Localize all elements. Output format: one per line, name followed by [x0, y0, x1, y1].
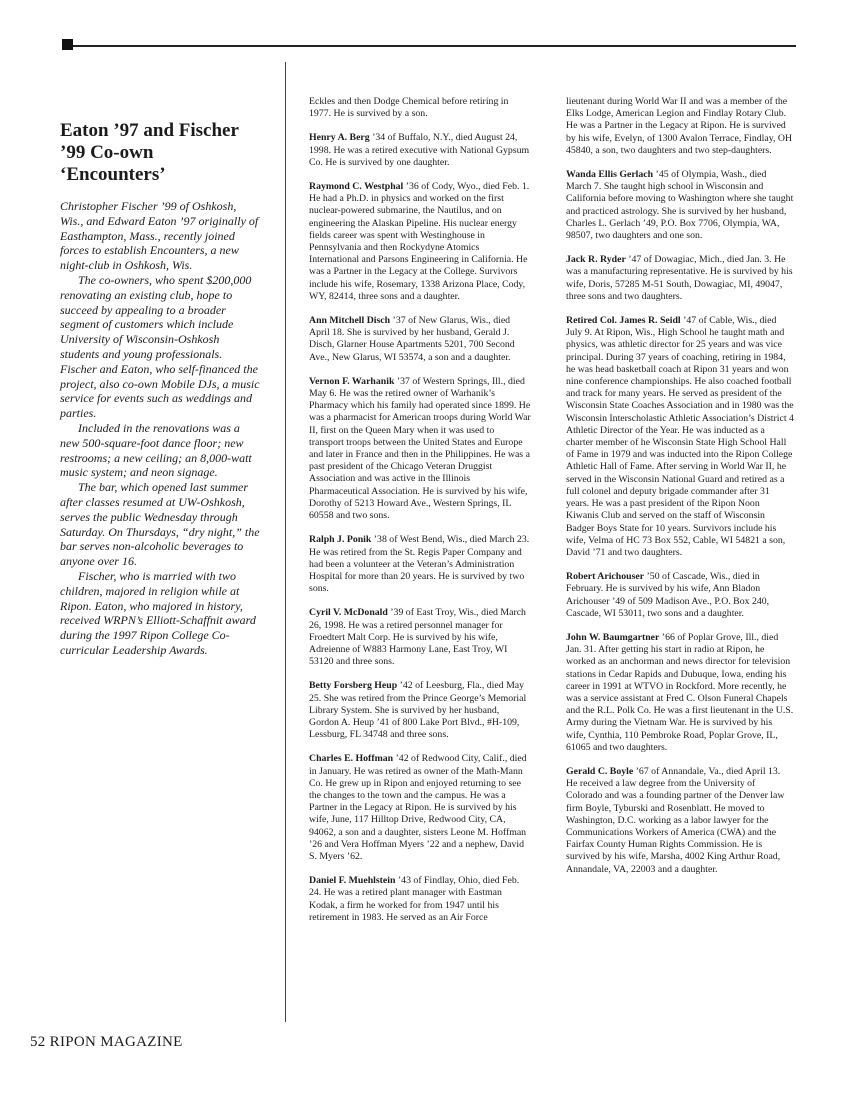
obituary-name: Ralph J. Ponik: [309, 534, 372, 546]
obituary-entry: [309, 875, 531, 924]
feature-sidebar: [60, 120, 260, 658]
obituary-entry: [309, 680, 531, 741]
obituary-name: Daniel F. Muehlstein: [309, 875, 396, 887]
obituary-entry: [309, 753, 531, 863]
feature-paragraph: Christopher Fischer ’99 of Oshkosh, Wis., and Edward Eaton ’97 originally of Easthampton, Mass., recently joined forces to establish Encounters, a new night-club in Oshkosh, Wis.: [60, 199, 259, 273]
obituary-name: Raymond C. Westphal: [309, 181, 404, 193]
feature-paragraph: The bar, which opened last summer after classes resumed at UW-Oshkosh, serves the public Wednesday through Saturday. On Thursdays, “dry night,” the bar serves non-alcoholic beverages to anyone over 16.: [60, 480, 260, 569]
obituary-text: ’34 of Buffalo, N.Y., died August 24, 1998. He was a retired executive with National Gypsum Co. He is survived by one daughter.: [309, 132, 530, 168]
obituary-entry: [566, 571, 794, 620]
obituary-continuation: lieutenant during World War II and was a member of the Elks Lodge, American Legion and Findlay Rotary Club. He was a Partner in the Legacy at Ripon. He is survived by his wife, Evelyn, of 1300 Avalon Terrace, Findlay, OH 45840, a son, two daughters and two step-daughters.: [566, 96, 793, 156]
obituary-name: Ann Mitchell Disch: [309, 315, 391, 327]
obituary-name: Henry A. Berg: [309, 132, 370, 144]
header-square-mark: [62, 39, 73, 50]
obituary-text: ’39 of East Troy, Wis., died March 26, 1998. He was a retired personnel manager for Froedtert Malt Corp. He is survived by his wife, Adreienne of W883 Harmony Lane, East Troy, WI 53120 and three sons.: [309, 607, 526, 668]
obituary-text: ’42 of Redwood City, Calif., died in January. He was retired as owner of the Math-Mann Co. He grew up in Ripon and enjoyed returning to see the changes to the town and the campus. He was a Partner in the Legacy at Ripon. He is survived by his wife, June, 117 Hilltop Drive, Redwood City, CA, 94062, a son and a daughter, sisters Leone M. Hoffman ’26 and Vera Hoffman Myers ’22 and a nephew, David S. Myers ’62.: [309, 753, 527, 862]
obituary-name: Gerald C. Boyle: [566, 765, 634, 777]
obituary-name: Vernon F. Warhanik: [309, 375, 395, 387]
obituary-name: Retired Col. James R. Seidl: [566, 315, 681, 327]
obituary-entry: [566, 315, 794, 559]
obituary-entry: [309, 534, 531, 595]
obituary-text: ’47 of Dowagiac, Mich., died Jan. 3. He was a manufacturing representative. He is survived by his wife, Doris, 57285 M-51 South, Dowagiac, MI, 49047, three sons and two daughters.: [566, 254, 793, 302]
obituary-name: Jack R. Ryder: [566, 254, 626, 266]
obituary-name: John W. Baumgartner: [566, 631, 660, 643]
obituary-name: Robert Arichouser: [566, 571, 645, 583]
obituary-text: ’37 of Western Springs, Ill., died May 6. He was the retired owner of Warhanik’s Pharmacy which his family had operated since 1899. He was a pharmacist for American troops during World War II, first on the Queen Mary when it was used to transport troops between the United States and Europe and later in France and then in the Philippines. He was a past president of the Chicago Veteran Druggist Association and was active in the Illinois Pharmaceutical Association. He is survived by his wife, Dorothy of 5213 Howard Ave., Western Springs, IL 60558 and two sons.: [309, 375, 531, 522]
feature-paragraph: Fischer, who is married with two children, majored in religion while at Ripon. Eaton, who majored in history, received WRPN’s Elliott-Schaffnit award during the 1997 Ripon College Co-curricular Leadership Awards.: [60, 568, 256, 657]
obituary-column-2: [566, 96, 794, 888]
obituary-column-1: [309, 96, 531, 936]
obituary-text: ’67 of Annandale, Va., died April 13. He received a law degree from the University of Colorado and was a founding partner of the Denver law firm Boyle, Tyburski and Rosenblatt. He moved to Washington, D.C. working as a labor lawyer for the Communications Workers of America (CWA) and the Fairfax County Human Rights Commission. He is survived by his wife, Marsha, 4002 King Arthur Road, Annandale, VA, 22003 and a daughter.: [566, 765, 785, 875]
obituary-entry: [309, 181, 531, 303]
obituary-name: Cyril V. McDonald: [309, 607, 388, 619]
feature-headline: Eaton ’97 and Fischer ’99 Co-own ‘Encounters’: [60, 120, 239, 185]
feature-paragraph: Included in the renovations was a new 500-square-foot dance floor; new restrooms; a new ceiling; an 8,000-watt music system; and neon signage.: [60, 420, 252, 480]
obituary-entry: [566, 766, 794, 876]
column-divider: [285, 62, 286, 1022]
obituary-entry: [309, 315, 531, 364]
obituary-text: ’45 of Olympia, Wash., died March 7. She taught high school in Wisconsin and California before moving to Washington where she taught and practiced astrology. She is survived by her husband, Charles L. Gerlach ’49, P.O. Box 7706, Olympia, WA, 98507, two daughters and one son.: [566, 169, 794, 242]
header-rule: [73, 45, 796, 47]
obituary-text: ’66 of Poplar Grove, Ill., died Jan. 31. After getting his start in radio at Ripon, he worked as an anchorman and news director for television stations in Cedar Rapids and Dubuque, Iowa, ending his career in 1991 at WTVO in Rockford. More recently, he was a service assistant at Fred C. Olson Funeral Chapels and the R.L. Polk Co. He was a first lieutenant in the U.S. Army during the Vietnam War. He is survived by his wife, Cynthia, 110 Pembroke Road, Poplar Grove, IL, 61065 and two daughters.: [566, 631, 794, 753]
obituary-text: ’50 of Cascade, Wis., died in February. He is survived by his wife, Ann Bladon Arichouser ’49 of 509 Madison Ave., P.O. Box 240, Cascade, WI 53011, two sons and a daughter.: [566, 571, 770, 619]
obituary-entry: [309, 607, 531, 668]
obituary-continuation: Eckles and then Dodge Chemical before retiring in 1977. He is survived by a son.: [309, 96, 509, 120]
obituary-name: Wanda Ellis Gerlach: [566, 169, 654, 181]
obituary-name: Charles E. Hoffman: [309, 753, 394, 765]
obituary-entry: [309, 376, 531, 522]
obituary-text: ’42 of Leesburg, Fla., died May 25. She was retired from the Prince George’s Memorial Library System. She is survived by her husband, Gordon A. Heup ’41 of 800 Lake Port Blvd., #H-109, Lessburg, FL 34748 and three sons.: [309, 680, 527, 741]
obituary-entry: [566, 254, 794, 303]
obituary-name: Betty Forsberg Heup: [309, 680, 398, 692]
feature-paragraph: The co-owners, who spent $200,000 renovating an existing club, hope to succeed by appealing to a broader segment of customers which include University of Wisconsin-Oshkosh students and young professionals. Fischer and Eaton, who self-financed the project, also co-own Mobile DJs, a music service for events such as weddings and parties.: [60, 272, 260, 421]
obituary-text: ’47 of Cable, Wis., died July 9. At Ripon, Wis., High School he taught math and physics, was athletic director for 25 years and was vice principal. During 37 years of coaching, retiring in 1984, he was head basketball coach at Ripon 31 years and won nine conference championships. He also coached football and track for many years. He served as president of the Wisconsin State Coaches Association and in 1980 was the Wisconsin Interscholastic Athletic Association’s District 4 Athletic Director of the Year. He was inducted as a charter member of he Wisconsin State High School Hall of Fame in 1979 and was inducted into the Ripon College Athletic Hall of Fame. After serving in World War II, he served in the Wisconsin National Guard and retired as a full colonel and deputy brigade commander after 31 years. He was a past president of the Ripon Noon Kiwanis Club and served on the staff of Wisconsin Badger Boys State for 10 years. Survivors include his wife, Velma of HC 73 Box 552, Cable, WI 54821 a son, David ’71 and two daughters.: [566, 315, 794, 558]
obituary-text: ’38 of West Bend, Wis., died March 23. He was retired from the St. Regis Paper Company and had been a volunteer at the Veteran’s Administration Hospital for more than 20 years. He is survived by two sons.: [309, 534, 530, 595]
obituary-entry: [566, 632, 794, 754]
obituary-entry: [566, 169, 794, 242]
obituary-text: ’43 of Findlay, Ohio, died Feb. 24. He was a retired plant manager with Eastman Kodak, a firm he worked for from 1947 until his retirement in 1983. He served as an Air Force: [309, 875, 520, 923]
obituary-text: ’37 of New Glarus, Wis., died April 18. She is survived by her husband, Gerald J. Disch, Glarner House Apartments 5201, 700 Second Ave., New Glarus, WI 53574, a son and a daughter.: [309, 315, 515, 363]
obituary-text: ’36 of Cody, Wyo., died Feb. 1. He had a Ph.D. in physics and worked on the first nuclear-powered submarine, the Nautilus, and on engineering the Alaskan Pipeline. His nuclear energy fields career was spent with Westinghouse in Pennsylvania and then Rockydyne Atomics International and Parsons Engineering in California. He was a Partner in the Legacy at the College. Survivors include his wife, Rosemary, 1338 Arizona Place, Cody, WY, 82414, three sons and a daughter.: [309, 181, 530, 302]
page-footer: 52 RIPON MAGAZINE: [30, 1034, 183, 1050]
obituary-entry: [309, 132, 531, 169]
